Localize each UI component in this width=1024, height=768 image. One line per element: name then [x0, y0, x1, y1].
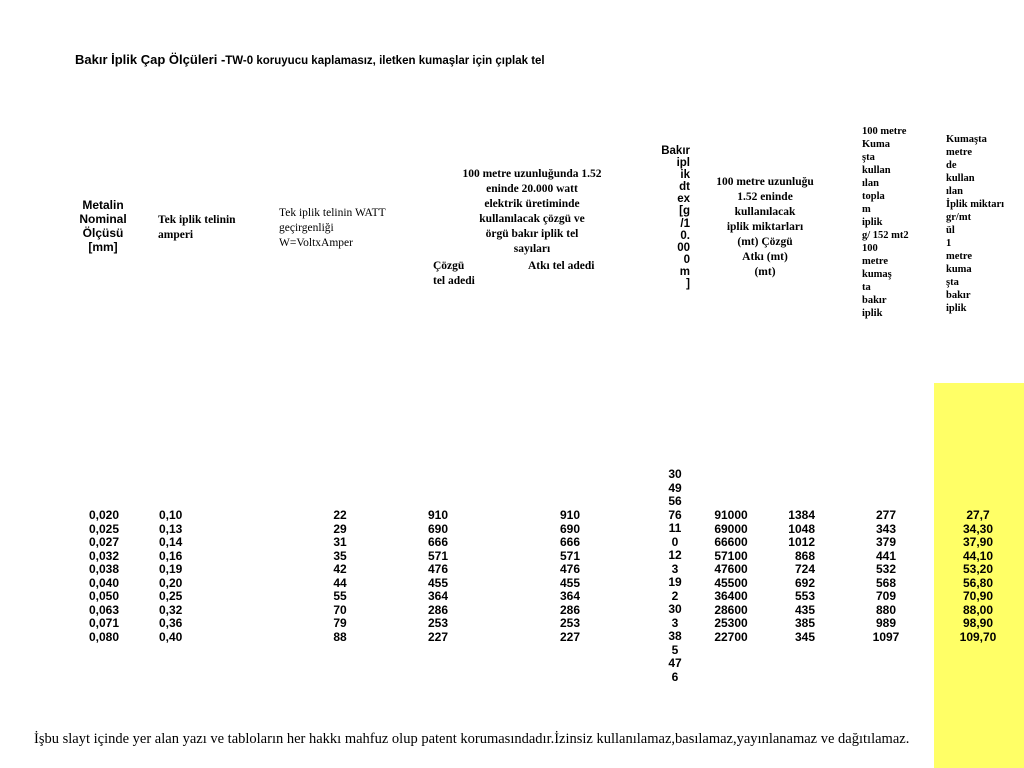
col-atki — [555, 509, 585, 644]
col-mt-cozgu — [707, 509, 755, 644]
table-cell: 0,13 — [159, 521, 183, 536]
table-cell: 0,40 — [159, 629, 183, 644]
table-cell: 27,7 — [966, 508, 990, 522]
table-cell: 44,10 — [962, 548, 994, 563]
col-metalin — [78, 509, 130, 644]
col-watt — [325, 509, 355, 644]
table-cell: 690 — [559, 521, 581, 536]
table-cell: 0,19 — [159, 562, 183, 576]
table-cell: 22 — [333, 508, 347, 522]
table-cell: 37,90 — [962, 535, 994, 549]
table-cell: 571 — [559, 548, 581, 563]
page-title — [75, 52, 545, 67]
table-cell: 0,32 — [159, 602, 183, 617]
table-cell: 66600 — [714, 535, 748, 549]
table-cell: 476 — [427, 562, 449, 576]
table-cell: 47600 — [714, 562, 748, 576]
table-cell: 0,36 — [159, 616, 183, 630]
header-metalin: Metalin Nominal Ölçüsü [mm] — [79, 198, 127, 254]
title-main: Bakır İplik Çap Ölçüleri - — [75, 52, 226, 67]
table-cell: 868 — [794, 548, 815, 563]
table-cell: 385 — [794, 616, 815, 630]
table-cell: 343 — [875, 521, 897, 536]
table-cell: 692 — [794, 575, 815, 590]
table-cell: 0,14 — [159, 535, 183, 549]
table-cell: 0,16 — [159, 548, 183, 563]
table-cell: 989 — [875, 616, 897, 630]
table-cell: 98,90 — [962, 616, 994, 630]
table-cell: 286 — [427, 602, 449, 617]
table-cell: 364 — [559, 589, 581, 603]
header-cozgu-tel: Çözgü tel adedi — [433, 260, 475, 287]
table-cell: 345 — [794, 629, 815, 644]
table-cell: 69000 — [714, 521, 748, 536]
table-cell: 277 — [875, 508, 897, 522]
header-uzunlugu-152: 100 metre uzunluğu 1.52 eninde kullanılacak iplik miktarları (mt) Çözgü Atkı (mt) (mt) — [716, 176, 814, 278]
table-cell: 0,080 — [88, 629, 120, 644]
table-cell: 0,25 — [159, 589, 183, 603]
table-cell: 286 — [559, 602, 581, 617]
col-mt-atki — [775, 509, 815, 644]
table-cell: 0,032 — [88, 548, 120, 563]
table-cell: 455 — [427, 575, 449, 590]
table-cell: 79 — [333, 616, 347, 630]
table-cell: 455 — [559, 575, 581, 590]
header-atki-tel: Atkı tel adedi — [528, 260, 595, 272]
header-uzunlugu-20000: 100 metre uzunluğunda 1.52 eninde 20.000 watt elektrik üretiminde kullanılacak çözgü ve örgü bakır iplik tel sayıları — [462, 168, 602, 255]
table-cell: 364 — [427, 589, 449, 603]
header-100metre: 100 metre Kuma şta kullan ılan topla m iplik g/ 152 mt2 100 metre kumaş ta bakır iplik — [862, 126, 909, 319]
table-cell: 0,038 — [88, 562, 120, 576]
table-cell: 571 — [427, 548, 449, 563]
copyright-footer: İşbu slayt içinde yer alan yazı ve tabloların her hakkı mahfuz olup patent korumasındadır.İzinsiz kullanılamaz,basılamaz,yayınlanamaz ve dağıtılamaz. — [34, 731, 910, 747]
col-gr-mt — [948, 509, 1008, 644]
table-cell: 227 — [427, 629, 449, 644]
table-cell: 379 — [875, 535, 897, 549]
table-cell: 109,70 — [959, 629, 997, 644]
table-cell: 0,20 — [159, 575, 183, 590]
table-cell: 476 — [559, 562, 581, 576]
table-cell: 0,050 — [88, 589, 120, 603]
table-cell: 0,063 — [88, 602, 120, 617]
table-cell: 53,20 — [962, 562, 994, 576]
table-cell: 435 — [794, 602, 815, 617]
table-cell: 0,10 — [159, 508, 183, 522]
table-cell: 56,80 — [962, 575, 994, 590]
table-cell: 91000 — [714, 508, 748, 522]
table-cell: 55 — [333, 589, 347, 603]
col-cozgu — [423, 509, 453, 644]
table-cell: 0,071 — [88, 616, 120, 630]
table-cell: 28600 — [714, 602, 748, 617]
col-dtex: 30 49 56 76 11 0 12 3 19 2 30 3 38 5 47 6 — [668, 467, 682, 684]
header-tek-watt: Tek iplik telinin WATT geçirgenliği W=VoltxAmper — [279, 207, 386, 249]
table-cell: 910 — [559, 508, 581, 522]
table-cell: 568 — [875, 575, 897, 590]
table-cell: 532 — [875, 562, 897, 576]
table-cell: 34,30 — [962, 521, 994, 536]
table-cell: 57100 — [714, 548, 748, 563]
col-amper — [159, 509, 199, 644]
header-kumasta: Kumaşta metre de kullan ılan İplik miktarı gr/mt ül 1 metre kuma şta bakır iplik — [946, 134, 1005, 314]
table-cell: 70,90 — [962, 589, 994, 603]
table-cell: 29 — [333, 521, 347, 536]
title-subtitle: koruyucu kaplamasız, iletken kumaşlar için çıplak tel — [253, 55, 545, 67]
table-cell: 88 — [333, 629, 347, 644]
table-cell: 45500 — [714, 575, 748, 590]
table-cell: 724 — [794, 562, 815, 576]
table-cell: 88,00 — [962, 602, 994, 617]
table-cell: 666 — [559, 535, 581, 549]
table-cell: 441 — [875, 548, 897, 563]
table-cell: 22700 — [714, 629, 748, 644]
table-cell: 35 — [333, 548, 347, 563]
table-cell: 0,020 — [88, 508, 120, 522]
table-cell: 1048 — [788, 521, 815, 536]
table-cell: 0,027 — [88, 535, 120, 549]
table-cell: 1097 — [872, 629, 900, 644]
title-code: TW-0 — [225, 55, 254, 67]
header-bakir-dtex: Bakır ipl ik dt ex [g /1 0. 00 0 m ] — [661, 145, 690, 291]
table-cell: 25300 — [714, 616, 748, 630]
table-cell: 36400 — [714, 589, 748, 603]
table-cell: 44 — [333, 575, 347, 590]
table-cell: 0,025 — [88, 521, 120, 536]
table-cell: 70 — [333, 602, 347, 617]
header-tek-amper: Tek iplik telinin amperi — [158, 214, 236, 241]
table-cell: 709 — [875, 589, 897, 603]
table-cell: 690 — [427, 521, 449, 536]
table-cell: 666 — [427, 535, 449, 549]
table-cell: 910 — [427, 508, 449, 522]
table-cell: 553 — [794, 589, 815, 603]
col-gram-152 — [864, 509, 908, 644]
table-cell: 253 — [559, 616, 581, 630]
table-cell: 1012 — [788, 535, 815, 549]
table-cell: 253 — [427, 616, 449, 630]
table-cell: 880 — [875, 602, 897, 617]
table-cell: 227 — [559, 629, 581, 644]
table-cell: 31 — [333, 535, 347, 549]
table-cell: 0,040 — [88, 575, 120, 590]
table-cell: 1384 — [788, 508, 815, 522]
table-cell: 42 — [333, 562, 347, 576]
